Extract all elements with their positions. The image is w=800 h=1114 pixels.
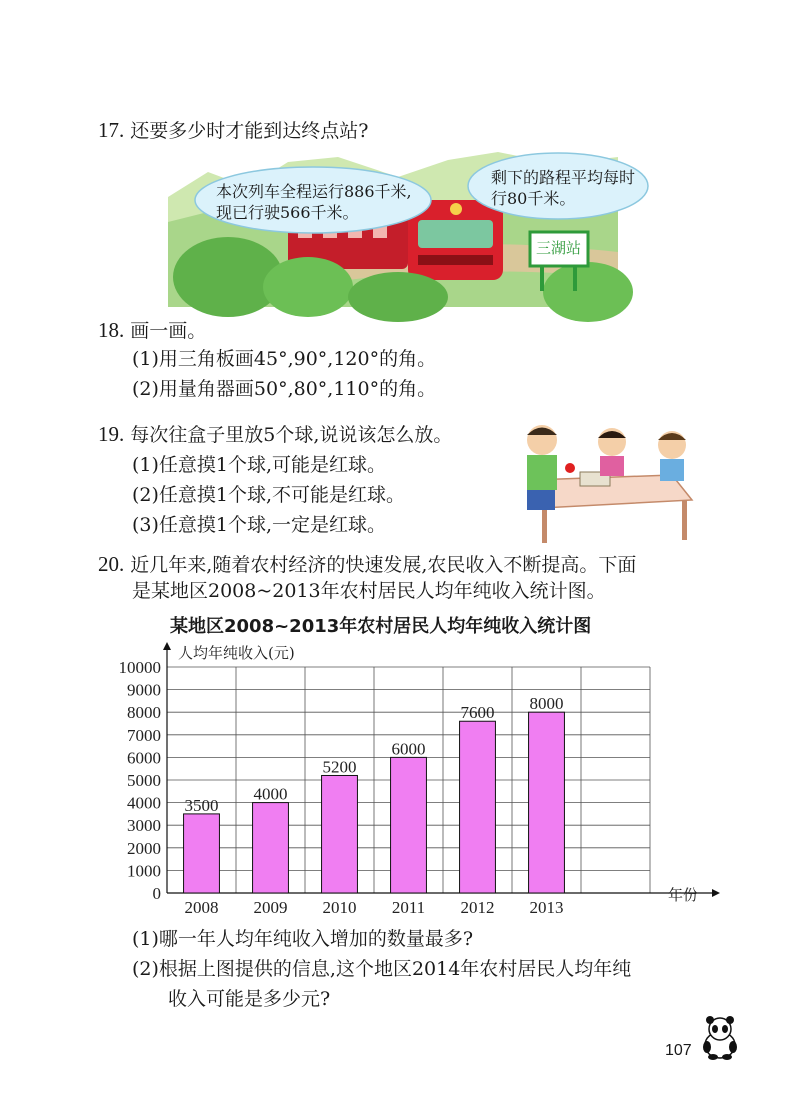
q19-item-2: (2)任意摸1个球,不可能是红球。 (132, 484, 406, 506)
girl-middle (600, 456, 624, 476)
data-label: 4000 (253, 784, 288, 804)
x-tick-label: 2011 (391, 898, 426, 917)
data-label: 5200 (322, 757, 357, 777)
red-ball (565, 463, 575, 473)
q19-number: 19. (98, 422, 125, 446)
bubble-right-line2: 行80千米。 (491, 188, 576, 208)
y-tick-label: 4000 (127, 793, 161, 813)
bubble-right-line1: 剩下的路程平均每时 (491, 168, 636, 187)
data-label: 6000 (391, 739, 426, 759)
q18-number: 18. (98, 318, 125, 342)
y-axis-arrow (163, 642, 171, 650)
x-tick-label: 2009 (253, 898, 288, 917)
q17-number: 17. (98, 118, 125, 142)
bubble-right-text (491, 168, 635, 210)
page-number: 107 (665, 1042, 692, 1059)
children-table-illustration (512, 420, 702, 545)
q18-item-1: (1)用三角板画45°,90°,120°的角。 (132, 348, 437, 370)
bubble-left-line2: 现已行驶566千米。 (216, 202, 359, 222)
data-label: 7600 (460, 703, 495, 723)
y-tick-label: 2000 (127, 838, 161, 858)
y-tick-label: 7000 (127, 725, 161, 745)
y-tick-label: 0 (152, 884, 161, 903)
bar-2008 (184, 814, 220, 893)
q18-text: 画一画。 (130, 320, 207, 342)
q18-item-2: (2)用量角器画50°,80°,110°的角。 (132, 378, 437, 400)
bar-2010 (322, 775, 358, 893)
q20-text-line1: 近几年来,随着农村经济的快速发展,农民收入不断提高。下面 (130, 554, 637, 576)
y-tick-label: 8000 (127, 703, 161, 723)
boy-left (527, 455, 557, 490)
y-tick-label: 10000 (118, 658, 161, 677)
q20-prompt-line2: 是某地区2008~2013年农村居民人均年纯收入统计图。 (132, 580, 606, 602)
bar-2012 (460, 721, 496, 893)
x-tick-label: 2013 (529, 898, 564, 917)
q19-text: 每次往盒子里放5个球,说说该怎么放。 (130, 424, 453, 446)
panda-icon (700, 1015, 740, 1060)
x-tick-label: 2010 (322, 898, 357, 917)
station-sign-text: 三湖站 (536, 239, 582, 257)
y-tick-label: 6000 (127, 748, 161, 768)
y-tick-label: 5000 (127, 771, 161, 790)
bar-2011 (391, 757, 427, 893)
q20-item-1: (1)哪一年人均年纯收入增加的数量最多? (132, 928, 474, 950)
y-tick-label: 1000 (127, 861, 161, 881)
chart-title: 某地区2008~2013年农村居民人均年纯收入统计图 (170, 616, 592, 637)
x-axis-label: 年份 (668, 886, 699, 904)
boy-right (660, 459, 684, 481)
q20-number: 20. (98, 552, 125, 576)
q19-item-3: (3)任意摸1个球,一定是红球。 (132, 514, 387, 536)
bubble-left-line1: 本次列车全程运行886千米, (216, 182, 412, 201)
q17-text: 还要多少时才能到达终点站? (130, 120, 369, 142)
q20-prompt-line1 (98, 552, 636, 577)
q19-prompt (98, 422, 452, 447)
y-tick-label: 3000 (127, 816, 161, 836)
income-bar-chart (100, 640, 720, 920)
q18-prompt (98, 318, 206, 343)
q20-item-2-cont: 收入可能是多少元? (168, 988, 331, 1010)
children-table-svg (512, 420, 702, 545)
bar-2013 (529, 712, 565, 893)
q20-item-2: (2)根据上图提供的信息,这个地区2014年农村居民人均年纯 (132, 958, 632, 980)
q17-prompt (98, 118, 368, 143)
data-label: 8000 (529, 694, 564, 714)
data-label: 3500 (184, 795, 219, 815)
x-tick-label: 2008 (184, 898, 219, 917)
x-axis-arrow (712, 889, 720, 897)
q19-item-1: (1)任意摸1个球,可能是红球。 (132, 454, 387, 476)
train-scene-illustration (168, 152, 636, 307)
bubble-left-text (216, 182, 412, 224)
chart-svg (100, 640, 720, 920)
bar-2009 (253, 803, 289, 893)
y-tick-label: 9000 (127, 680, 161, 700)
x-tick-label: 2012 (460, 898, 495, 917)
y-axis-label: 人均年纯收入(元) (178, 644, 295, 662)
